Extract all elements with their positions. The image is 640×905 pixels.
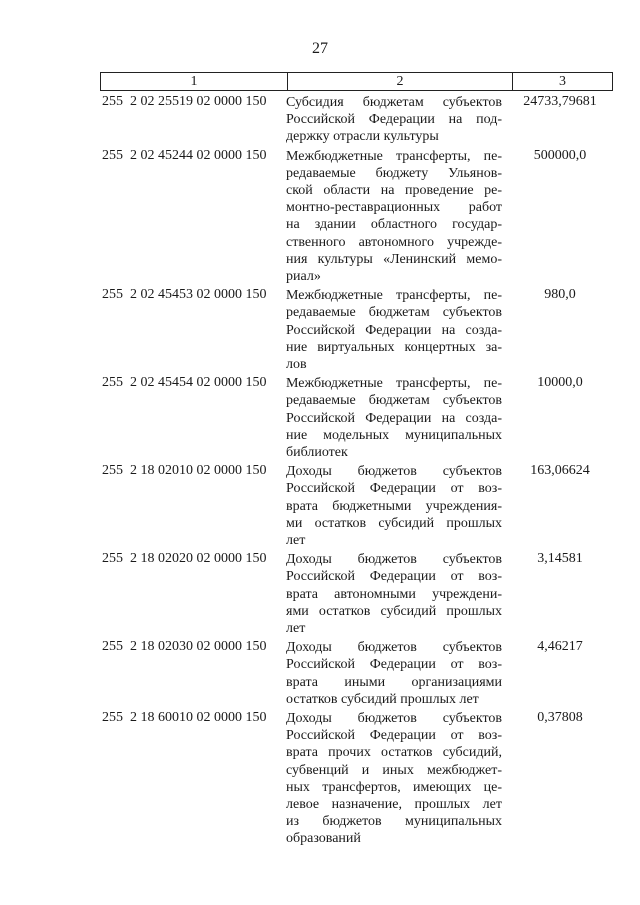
row-amount: 0,37808 (537, 710, 583, 725)
description-line: ственного автономного учрежде- (286, 234, 502, 250)
row-amount: 10000,0 (537, 375, 583, 391)
description-line: редаваемые бюджетам субъектов (286, 305, 502, 321)
description-line: из бюджетов муниципальных (286, 814, 502, 830)
description-line: Российской Федерации от воз- (286, 657, 502, 673)
column-header-1: 1 (101, 73, 288, 91)
column-header-3: 3 (513, 73, 613, 91)
description-line: левое назначение, прошлых лет (286, 797, 502, 813)
row-description (286, 375, 502, 461)
budget-code: 255 2 02 45244 02 0000 150 (102, 147, 267, 163)
budget-code: 255 2 18 02030 02 0000 150 (102, 639, 267, 655)
description-line: редаваемые бюджетам субъектов (286, 393, 502, 409)
row-description (286, 287, 502, 373)
row-amount: 980,0 (544, 287, 576, 303)
description-line: ями остатков субсидий прошлых (286, 603, 502, 619)
row-description (286, 551, 502, 637)
description-line: Доходы бюджетов субъектов (286, 711, 502, 726)
description-line: Российской Федерации на под- (286, 112, 502, 128)
budget-code: 255 2 18 02020 02 0000 150 (102, 551, 267, 567)
description-line: Доходы бюджетов субъектов (286, 640, 502, 656)
row-description (286, 94, 502, 146)
description-line: образований (286, 831, 361, 847)
description-line: Российской Федерации на созда- (286, 410, 502, 426)
page-number: 27 (312, 40, 328, 57)
description-line: лет (286, 621, 306, 636)
description-line: субвенций и иных межбюджет- (286, 762, 502, 778)
row-amount: 4,46217 (537, 639, 583, 655)
description-line: остатков субсидий прошлых лет (286, 691, 479, 707)
row-amount: 3,14581 (537, 551, 583, 567)
description-line: врата иными организациями (286, 674, 502, 690)
budget-code: 255 2 18 02010 02 0000 150 (102, 463, 267, 479)
row-description (286, 639, 502, 708)
description-line: ние виртуальных концертных за- (286, 339, 502, 355)
description-line: Доходы бюджетов субъектов (286, 552, 502, 568)
column-header-2: 2 (288, 73, 513, 91)
description-line: Субсидия бюджетам субъектов (286, 95, 502, 110)
row-amount: 24733,79681 (523, 94, 597, 109)
description-line: риал» (286, 269, 321, 285)
description-line: ния культуры «Ленинский мемо- (286, 251, 502, 267)
description-line: врата бюджетными учреждения- (286, 498, 502, 514)
description-line: ской области на проведение ре- (286, 183, 502, 198)
description-line: лет (286, 533, 306, 548)
description-line: Российской Федерации от воз- (286, 728, 502, 744)
description-line: редаваемые бюджету Ульянов- (286, 165, 502, 181)
row-amount: 500000,0 (533, 147, 587, 163)
description-line: ных трансфертов, имеющих це- (286, 779, 502, 795)
budget-code: 255 2 02 45453 02 0000 150 (102, 287, 267, 303)
description-line: держку отрасли культуры (286, 129, 439, 145)
description-line: монтно-реставрационных работ (286, 200, 502, 216)
description-line: ние модельных муниципальных (286, 427, 502, 443)
description-line: Российской Федерации от воз- (286, 481, 502, 497)
description-line: Российской Федерации от воз- (286, 569, 502, 585)
budget-code: 255 2 02 25519 02 0000 150 (102, 94, 267, 109)
description-line: врата автономными учреждени- (286, 586, 502, 602)
description-line: Межбюджетные трансферты, пе- (286, 148, 502, 164)
description-line: Российской Федерации на созда- (286, 322, 502, 338)
description-line: библиотек (286, 445, 348, 460)
row-description (286, 710, 502, 848)
row-description (286, 148, 502, 286)
description-line: Доходы бюджетов субъектов (286, 464, 502, 480)
row-amount: 163,06624 (530, 463, 590, 479)
row-description (286, 463, 502, 549)
budget-code: 255 2 18 60010 02 0000 150 (102, 710, 267, 725)
description-line: на здании областного государ- (286, 217, 502, 233)
description-line: ми остатков субсидий прошлых (286, 515, 502, 531)
description-line: врата прочих остатков субсидий, (286, 745, 502, 761)
column-header-table (100, 72, 613, 91)
description-line: лов (286, 357, 307, 372)
description-line: Межбюджетные трансферты, пе- (286, 376, 502, 392)
budget-code: 255 2 02 45454 02 0000 150 (102, 375, 267, 391)
description-line: Межбюджетные трансферты, пе- (286, 288, 502, 304)
